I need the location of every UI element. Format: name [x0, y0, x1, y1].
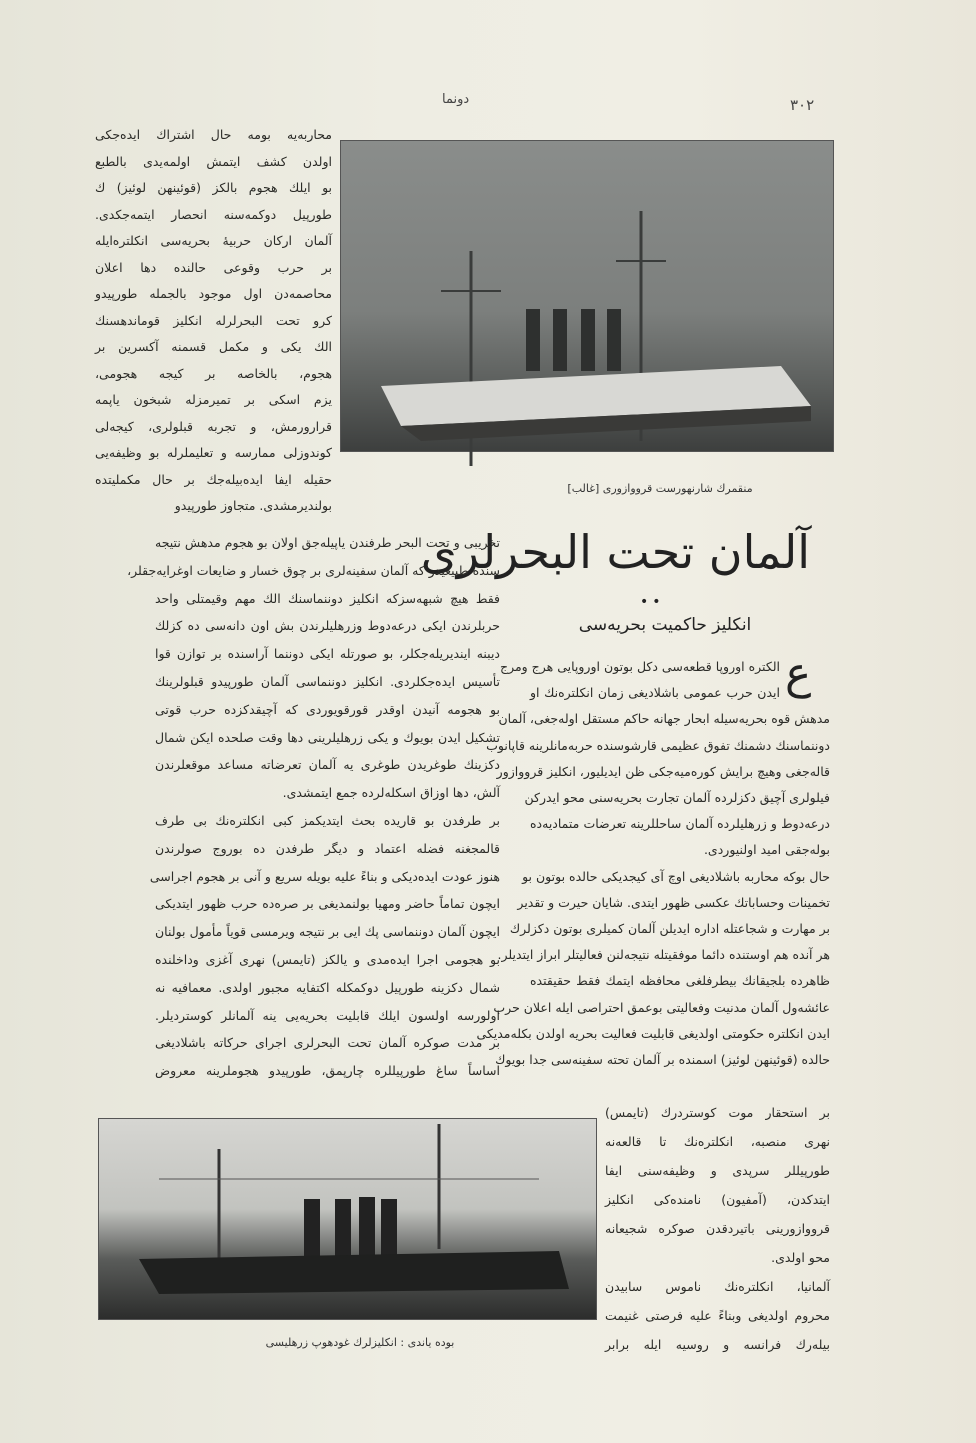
text-line: سنده طبیعیدر كه آلمان سفینه‌لری بر چوق خسار و ضایعات اوغرایه‌جقلر، [127, 562, 500, 578]
text-line: فقط هیچ شبهه‌سزكه انكلیز دوننماسنك الك مهم وقیمتلی واحد [155, 590, 500, 606]
text-line: ایدن انكلتره حكومتی اولدیغی قابلیت فعالیت بحریه اولدن بكله‌مدیكی [476, 1025, 830, 1041]
top-photo-caption: منقمرك شارنهورست قرووازوری [غالب] [567, 482, 753, 495]
text-line: اولدن كشف ایتمش اولمه‌یدی بالطبع [95, 153, 332, 169]
text-line: الك یكی و مكمل قسمنه آكسرین بر [95, 339, 332, 354]
ornamental-dropcap: ع [785, 648, 812, 699]
article-subtitle: انكلیز حاكمیت بحریه‌سی [578, 615, 752, 635]
text-line: طورپیللر سرپدی و وظیفه‌سنی ایفا [605, 1163, 830, 1178]
text-line: قالمجغنه فضله اعتماد و دیگر طرفدن ده بوروج صولرندن [155, 840, 500, 856]
text-line: نهری منصبه، انكلتره‌نك تا قالعه‌نه [605, 1134, 830, 1149]
text-line: دوننماسنك دشمنك تفوق عظیمی قارشوسنده حربه‌مانلرینه قاپانوب [486, 737, 830, 753]
text-line: محاصمه‌دن اول موجود بالجمله طورپیدو [95, 286, 332, 301]
text-line: اساساً ساغ طورپیللره چارپمق، طورپیدو هجوملرینه معروض [155, 1063, 500, 1079]
text-line: ظاهرده بلجیقانك بیطرفلغی محافظه ایتمك فقط حقیقتده [530, 973, 830, 989]
text-line: حربلرندن ایكی درعه‌دوط وزرهلیلرندن بش اون دانه‌سی ده كزلك [155, 618, 500, 634]
text-line: آلمانیا، انكلتره‌نك ناموس سابیدن [605, 1279, 830, 1294]
text-line: بر حرب وقوعی حالنده دها اعلان [95, 259, 332, 275]
text-line: عائشه‌ول آلمان مدنیت وفعالیتی بوعمق احتراصی ایله اعلان حرب [493, 999, 830, 1015]
text-line: محروم اولدیغی وبناءً علیه فرصتی غنیمت [605, 1308, 830, 1323]
text-line: كوندوزلی ممارسه و تعلیملرله بو وظیفه‌یی [95, 445, 332, 460]
text-line: یزم اسكی بر تمیرمزله شبخون یاپمه [95, 392, 332, 407]
text-line: تخریبی و تحت البحر طرفندن یاپیله‌جق اولان بو هجوم مدهش نتیجه [155, 535, 500, 550]
text-line: ایدن حرب عمومی باشلادیغی زمان انكلتره‌نك او [530, 685, 780, 701]
text-line: دكزینك طوغریدن طوغری یه آلمان تعرضاته مساعد موقعلرندن [155, 757, 500, 773]
text-line: حقیله ایفا ایده‌بیله‌جك بر حال مكملیتده [95, 471, 332, 487]
page-number: ۳۰۲ [790, 96, 815, 114]
text-line: ایتدكدن، (آمفیون) نامنده‌كی انكلیز [605, 1192, 830, 1207]
text-line: قاله‌جغی وهیچ برایش كوره‌میه‌جكی ظن ایدیلیور، انكلیز قرووازور [496, 763, 830, 779]
text-line: هنوز عودت ایده‌دیكی و بناءً علیه بویله سریع و آنی بر هجوم اجراسی [149, 868, 500, 884]
text-line: بر مدت صوكره آلمان تحت البحرلری اجرای حركاته باشلادیغی [155, 1035, 500, 1051]
ship-silhouette-icon [99, 1119, 596, 1319]
journal-name: دونما [442, 92, 470, 107]
bottom-photo-good-hope [98, 1118, 597, 1320]
text-line: بو هجومی اجرا ایده‌مدی و یالكز (تایمس) نهری آغزی وداخلنده [155, 952, 500, 967]
text-line: هجوم، بالخاصه بر كیجه هجومی، [95, 365, 332, 381]
text-line: بر مهارت و شجاعتله اداره ایدیلن آلمان كمیلری بوتون دكزلرك [509, 921, 830, 936]
text-line: آلمان اركان حربیهٔ بحریه‌سی انكلتره‌ایله [95, 233, 332, 248]
text-line: هر آنده هم اوستنده دائما موفقیتله نتیجه‌لنن فعالیتلر ابراز ایتدیلر. [497, 947, 830, 963]
text-line: بو هجومه آنیدن اوقدر قورقویوردی كه آچیقدكزده حرب قوتی [155, 701, 500, 717]
text-line: بیله‌رك فرانسه و روسیه ایله برابر [605, 1337, 830, 1352]
text-line: درعه‌دوط و زرهلیلرده آلمان ساحللرینه تعرضات متمادیه‌ده [530, 816, 830, 832]
text-line: بولندیرمشدی. متجاوز طورپیدو [174, 498, 332, 513]
text-line: حالده (قوئینهن لوئیز) اسمنده بر آلمان تحته سفینه‌سی جدا بویوك [495, 1052, 830, 1067]
text-line: بو ایلك هجوم بالكز (قوئینهن لوئیز) ك [95, 180, 332, 195]
bottom-photo-caption: بوده یاندی : انكلیزلرك غودهوپ زرهلیسی [265, 1336, 455, 1349]
text-line: تخمینات وحساباتك عكسی ظهور ایتدی. شایان حیرت و تقدیر [517, 894, 830, 910]
text-line: طورپیل دوكمه‌سنه انحصار ایتمه‌جكدی. [95, 206, 332, 222]
text-line: محاربه‌یه بومه حال اشتراك ایده‌جكی [95, 127, 332, 142]
text-line: كرو تحت البحرلرله انكلیز قوماندهسنك [95, 312, 332, 328]
text-line: حال بوكه محاربه باشلادیغی اوچ آی كیجدیكی حالده بوتون بو [522, 868, 830, 884]
text-line: دیبنه ایندیریله‌جكلر، بو صورتله ایكی دوننما آراسنده بر توازن قوا [155, 646, 500, 662]
text-line: شمال دكزینه طورپیل دوكمكله اكتفایه مجبور اولدی. معمافیه نه [155, 979, 500, 995]
text-line: بوله‌جقی امید اولنیوردی. [703, 842, 830, 858]
ship-silhouette-icon [341, 141, 833, 451]
text-line: الكتره اوروپا قطعه‌سی دكل بوتون اوروپایی هرج ومرج [500, 659, 780, 674]
text-line: آلش، دها اوزاق اسكله‌لرده جمع ایتمشدی. [282, 785, 500, 801]
top-photo-cruiser [340, 140, 834, 452]
text-line: قرووازورینی باتیردقدن صوكره شجیعانه [605, 1221, 830, 1236]
text-line: اولورسه اولسون ایلك قابلیت بحریه‌یی ینه آلمانلر كوستردیلر. [155, 1007, 500, 1023]
text-line: بر استحقار موت كوستردرك (تایمس) [605, 1105, 830, 1120]
article-title: آلمان تحت البحرلری [420, 525, 810, 579]
text-line: تشكیل ایدن بویوك و یكی زرهلیلرینی دها وقت صلحده ایكن شمال [155, 729, 500, 745]
text-line: ایچون آلمان دوننماسی پك ایی بر نتیجه ویرمسی قویاً مأمول بولنان [155, 924, 500, 940]
title-separator: •• [640, 594, 665, 610]
text-line: مدهش قوه بحریه‌سیله ابحار جهانه حاكم مستقل اوله‌جغی، آلمان [498, 711, 830, 727]
text-line: محو اولدی. [771, 1250, 830, 1265]
text-line: تأسیس ایده‌جكلردی. انكلیز دوننماسی آلمان طورپیدو قبلولرینك [155, 674, 500, 689]
text-line: بر طرفدن بو قاریده بحث ایتدیكمز كبی انكلتره‌نك بی طرف [155, 813, 500, 828]
text-line: قرارورمش، و تجربه قبلولری، كیجه‌لی [95, 418, 332, 434]
text-line: ایچون تماماً حاضر ومهیا بولنمدیغی بر صره‌ده حرب ظهور ایتدیكی [155, 896, 500, 912]
text-line: فیلولری آچیق دكزلرده آلمان تجارت بحریه‌سنی محو ایدركن [524, 790, 830, 805]
